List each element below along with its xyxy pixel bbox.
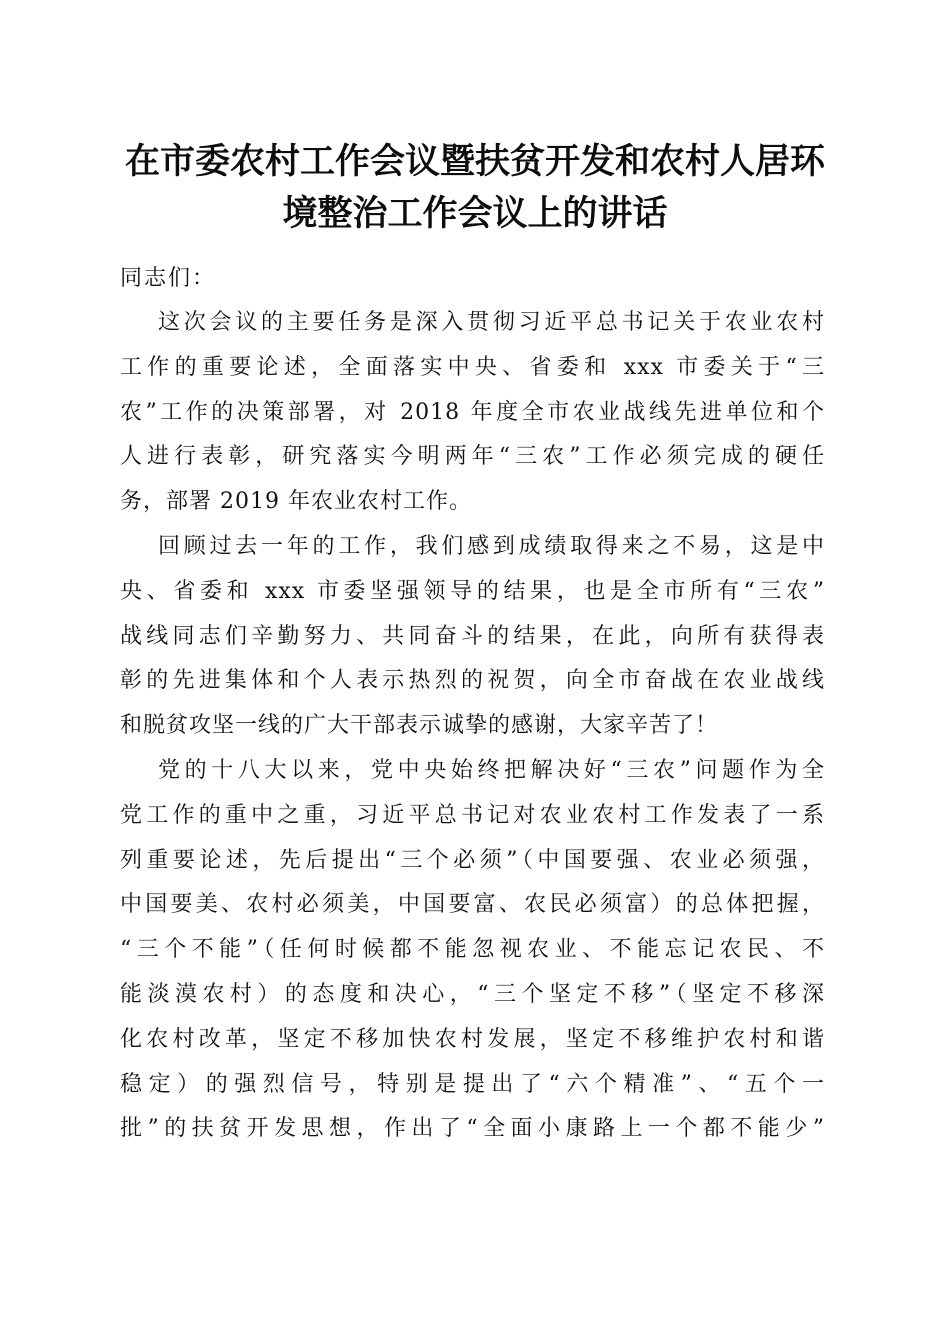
document-title [100, 136, 850, 240]
paragraph-line: 这次会议的主要任务是深入贯彻习近平总书记关于农业农村 [158, 310, 825, 335]
paragraph-line: 彰的先进集体和个人表示热烈的祝贺，向全市奋战在农业战线 [120, 668, 825, 694]
paragraph-line: 中国要美、农村必须美，中国要富、农民必须富）的总体把握， [120, 892, 825, 918]
paragraph-line: 工作的重要论述，全面落实中央、省委和 xxx 市委关于“三 [120, 354, 825, 380]
paragraph-line: 央、省委和 xxx 市委坚强领导的结果，也是全市所有“三农” [120, 578, 825, 604]
paragraph-line: “三个不能”（任何时候都不能忽视农业、不能忘记农民、不 [120, 937, 825, 963]
paragraph-line: 稳定）的强烈信号，特别是提出了“六个精准”、“五个一 [120, 1071, 825, 1097]
salutation: 同志们： [120, 266, 217, 291]
paragraph-line: 能淡漠农村）的态度和决心，“三个坚定不移”（坚定不移深 [120, 981, 825, 1007]
title-line-2: 境整治工作会议上的讲话 [282, 193, 668, 234]
paragraph-line: 党工作的重中之重，习近平总书记对农业农村工作发表了一系 [120, 802, 825, 828]
paragraph-3 [120, 749, 825, 1152]
paragraph-line: 农”工作的决策部署，对 2018 年度全市农业战线先进单位和个 [120, 399, 825, 425]
paragraph-2 [120, 525, 825, 749]
paragraph-line: 务，部署 2019 年农业农村工作。 [120, 489, 472, 515]
document-body [120, 257, 825, 1152]
paragraph-line: 党的十八大以来，党中央始终把解决好“三农”问题作为全 [158, 757, 825, 783]
paragraph-line: 和脱贫攻坚一线的广大干部表示诚挚的感谢，大家辛苦了！ [120, 713, 719, 739]
paragraph-line: 列重要论述，先后提出“三个必须”（中国要强、农业必须强， [120, 847, 825, 873]
paragraph-line: 批”的扶贫开发思想，作出了“全面小康路上一个都不能少” [120, 1116, 825, 1142]
paragraph-line: 人进行表彰，研究落实今明两年“三农”工作必须完成的硬任 [120, 444, 825, 470]
paragraph-line: 回顾过去一年的工作，我们感到成绩取得来之不易，这是中 [158, 533, 825, 559]
title-line-1: 在市委农村工作会议暨扶贫开发和农村人居环 [124, 141, 825, 182]
paragraph-line: 战线同志们辛勤努力、共同奋斗的结果，在此，向所有获得表 [120, 623, 825, 649]
paragraph-1 [120, 301, 825, 525]
paragraph-line: 化农村改革，坚定不移加快农村发展，坚定不移维护农村和谐 [120, 1026, 825, 1052]
